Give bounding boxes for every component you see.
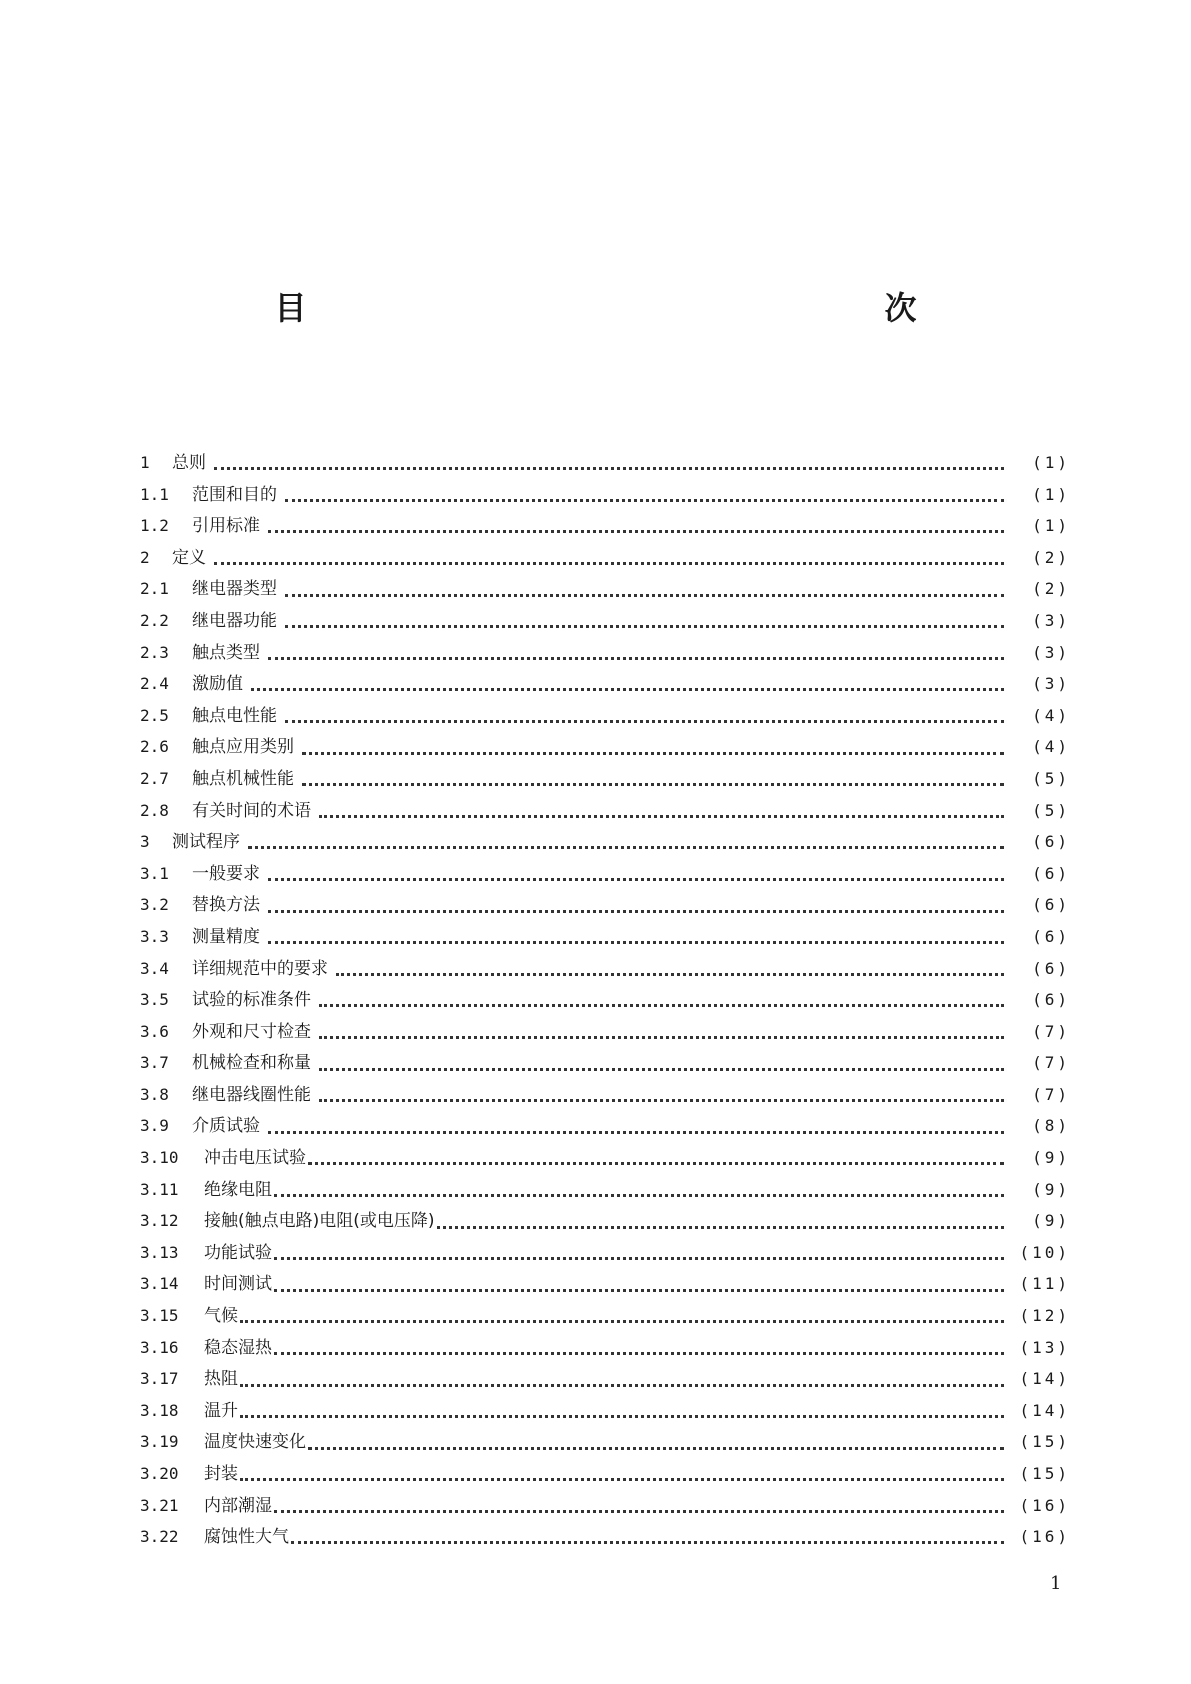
page-number: 1 (1050, 1573, 1062, 1594)
dot-leader (274, 1502, 1004, 1513)
toc-entry-page: (16) (1019, 1495, 1070, 1515)
toc-entry-number: 2.7 (140, 768, 169, 788)
toc-entry-number: 2.4 (140, 674, 169, 694)
toc-entry[interactable] (140, 573, 1070, 605)
toc-entry[interactable] (140, 984, 1070, 1016)
toc-entry-number: 3.17 (140, 1369, 179, 1389)
dot-leader (308, 1439, 1004, 1450)
toc-entry-page: (2) (1032, 547, 1070, 567)
toc-entry-number: 2.3 (140, 642, 169, 662)
toc-entry-page: (10) (1019, 1242, 1070, 1262)
toc-entry-page: (15) (1019, 1464, 1070, 1483)
toc-entry[interactable] (140, 447, 1070, 479)
toc-entry[interactable] (140, 1395, 1070, 1427)
toc-entry-label: 绝缘电阻 (204, 1179, 272, 1200)
dot-leader (302, 775, 1004, 786)
toc-entry-label: 一般要求 (192, 863, 260, 884)
dot-leader (319, 996, 1004, 1007)
toc-entry[interactable] (140, 1300, 1070, 1332)
toc-entry-label: 继电器线圈性能 (192, 1084, 311, 1105)
toc-entry[interactable] (140, 889, 1070, 921)
dot-leader (268, 933, 1004, 944)
toc-entry[interactable] (140, 542, 1070, 574)
toc-entry-page: (12) (1019, 1306, 1070, 1326)
toc-entry-label: 引用标准 (192, 516, 260, 537)
toc-entry-page: (11) (1019, 1274, 1070, 1294)
toc-entry-number: 3.15 (140, 1306, 179, 1326)
toc-entry-number: 3.4 (140, 958, 169, 978)
toc-entry-label: 温度快速变化 (204, 1432, 306, 1453)
dot-leader (285, 586, 1004, 597)
dot-leader (285, 617, 1004, 628)
toc-entry[interactable] (140, 763, 1070, 795)
table-of-contents (140, 447, 1070, 1553)
dot-leader (319, 1091, 1004, 1102)
dot-leader (285, 491, 1004, 502)
toc-entry-number: 3.18 (140, 1400, 179, 1420)
toc-entry-page: (8) (1032, 1116, 1070, 1136)
toc-entry-label: 腐蚀性大气 (204, 1527, 289, 1548)
toc-entry-page: (4) (1032, 737, 1070, 757)
toc-entry-number: 1.2 (140, 516, 169, 536)
toc-entry-label: 定义 (172, 547, 206, 568)
toc-entry-label: 热阻 (204, 1369, 238, 1390)
toc-entry-label: 气候 (204, 1306, 238, 1327)
toc-entry-label: 触点应用类别 (192, 737, 294, 758)
toc-entry-label: 触点电性能 (192, 705, 277, 726)
toc-entry-page: (3) (1032, 610, 1070, 630)
dot-leader (214, 554, 1004, 565)
dot-leader (319, 807, 1004, 818)
toc-entry-number: 3.6 (140, 1021, 169, 1041)
toc-entry[interactable] (140, 921, 1070, 953)
toc-entry[interactable] (140, 953, 1070, 985)
toc-entry-number: 3.19 (140, 1432, 179, 1452)
toc-entry-page: (6) (1032, 958, 1070, 978)
toc-entry-number: 3.11 (140, 1179, 179, 1199)
dot-leader (274, 1249, 1004, 1260)
toc-entry-number: 2.2 (140, 610, 169, 630)
dot-leader (308, 1154, 1004, 1165)
toc-entry-number: 2.5 (140, 705, 169, 725)
toc-entry-label: 详细规范中的要求 (192, 958, 328, 979)
toc-entry-label: 试验的标准条件 (192, 990, 311, 1011)
toc-entry-label: 冲击电压试验 (204, 1148, 306, 1169)
toc-entry-page: (16) (1019, 1527, 1070, 1547)
toc-entry-page: (1) (1032, 484, 1070, 504)
toc-entry-number: 2 (140, 547, 150, 567)
toc-entry-label: 继电器功能 (192, 610, 277, 631)
toc-entry-label: 温升 (204, 1400, 238, 1421)
toc-entry-number: 3.22 (140, 1527, 179, 1547)
dot-leader (251, 680, 1004, 691)
toc-entry[interactable] (140, 510, 1070, 542)
toc-entry-page: (4) (1032, 705, 1070, 725)
toc-entry[interactable] (140, 795, 1070, 827)
dot-leader (268, 870, 1004, 881)
dot-leader (274, 1344, 1004, 1355)
dot-leader (248, 838, 1004, 849)
toc-entry-page: (15) (1019, 1432, 1070, 1452)
dot-leader (240, 1312, 1004, 1323)
toc-entry[interactable] (140, 858, 1070, 890)
dot-leader (214, 459, 1004, 470)
dot-leader (268, 522, 1004, 533)
toc-entry-label: 机械检查和称量 (192, 1053, 311, 1074)
toc-entry-page: (2) (1032, 579, 1070, 599)
toc-entry-number: 3 (140, 832, 150, 852)
toc-entry[interactable] (140, 668, 1070, 700)
toc-entry[interactable] (140, 1237, 1070, 1269)
toc-entry-page: (6) (1032, 863, 1070, 883)
toc-entry[interactable] (140, 1458, 1070, 1490)
toc-entry-page: (13) (1019, 1337, 1070, 1357)
toc-entry[interactable] (140, 1079, 1070, 1111)
dot-leader (268, 1123, 1004, 1134)
toc-entry-label: 激励值 (192, 674, 243, 695)
dot-leader (319, 1028, 1004, 1039)
toc-entry-page: (6) (1032, 990, 1070, 1010)
dot-leader (268, 649, 1004, 660)
toc-entry-page: (6) (1032, 895, 1070, 915)
toc-entry-number: 3.8 (140, 1084, 169, 1104)
toc-entry-label: 封装 (204, 1464, 238, 1484)
toc-entry[interactable] (140, 1521, 1070, 1553)
dot-leader (319, 1060, 1004, 1071)
toc-entry-label: 介质试验 (192, 1116, 260, 1137)
toc-entry-number: 3.1 (140, 863, 169, 883)
toc-entry[interactable] (140, 700, 1070, 732)
toc-entry-number: 3.9 (140, 1116, 169, 1136)
toc-entry-page: (6) (1032, 832, 1070, 852)
toc-entry-page: (6) (1032, 926, 1070, 946)
toc-entry[interactable] (140, 731, 1070, 763)
dot-leader (240, 1407, 1004, 1418)
toc-entry-label: 总则 (172, 453, 206, 473)
toc-entry-number: 3.16 (140, 1337, 179, 1357)
toc-entry-page: (5) (1032, 800, 1070, 820)
toc-entry-number: 1 (140, 453, 150, 472)
toc-entry[interactable] (140, 1363, 1070, 1395)
dot-leader (291, 1533, 1004, 1544)
toc-entry[interactable] (140, 637, 1070, 669)
toc-entry-page: (3) (1032, 674, 1070, 694)
toc-entry-page: (7) (1032, 1021, 1070, 1041)
toc-entry-label: 功能试验 (204, 1242, 272, 1263)
toc-entry-number: 3.7 (140, 1053, 169, 1073)
toc-entry-number: 3.20 (140, 1464, 179, 1483)
toc-entry-label: 测试程序 (172, 832, 240, 853)
toc-entry-number: 3.21 (140, 1495, 179, 1515)
toc-entry[interactable] (140, 1174, 1070, 1206)
dot-leader (437, 1218, 1004, 1229)
toc-entry-label: 触点机械性能 (192, 768, 294, 789)
toc-entry[interactable] (140, 1205, 1070, 1237)
toc-entry[interactable] (140, 1332, 1070, 1364)
toc-entry[interactable] (140, 1268, 1070, 1300)
toc-entry[interactable] (140, 1016, 1070, 1048)
toc-entry-label: 触点类型 (192, 642, 260, 663)
toc-entry[interactable] (140, 1142, 1070, 1174)
page-title: 目 次 (274, 289, 1007, 327)
toc-entry-page: (9) (1032, 1211, 1070, 1231)
toc-entry-page: (9) (1032, 1148, 1070, 1168)
toc-entry-label: 替换方法 (192, 895, 260, 916)
toc-entry[interactable] (140, 1426, 1070, 1458)
dot-leader (336, 965, 1004, 976)
toc-entry-label: 时间测试 (204, 1274, 272, 1295)
toc-entry-label: 测量精度 (192, 926, 260, 947)
dot-leader (240, 1376, 1004, 1387)
toc-entry-page: (7) (1032, 1084, 1070, 1104)
toc-entry-label: 有关时间的术语 (192, 800, 311, 821)
toc-entry-number: 2.8 (140, 800, 169, 820)
toc-entry-number: 3.10 (140, 1148, 179, 1168)
toc-entry-number: 2.6 (140, 737, 169, 757)
dot-leader (268, 902, 1004, 913)
toc-entry-number: 1.1 (140, 484, 169, 504)
toc-entry-page: (5) (1032, 768, 1070, 788)
toc-entry[interactable] (140, 1047, 1070, 1079)
toc-entry-page: (3) (1032, 642, 1070, 662)
toc-entry-page: (9) (1032, 1179, 1070, 1199)
toc-entry[interactable] (140, 479, 1070, 511)
toc-entry-label: 接触(触点电路)电阻(或电压降) (204, 1211, 435, 1232)
toc-entry-number: 3.12 (140, 1211, 179, 1231)
toc-entry-number: 3.5 (140, 990, 169, 1010)
dot-leader (302, 744, 1004, 755)
toc-entry-label: 内部潮湿 (204, 1495, 272, 1516)
dot-leader (285, 712, 1004, 723)
toc-entry-page: (1) (1032, 453, 1070, 472)
toc-entry-page: (14) (1019, 1369, 1070, 1389)
toc-entry[interactable] (140, 826, 1070, 858)
toc-entry-page: (1) (1032, 516, 1070, 536)
toc-entry-page: (7) (1032, 1053, 1070, 1073)
toc-entry-number: 3.13 (140, 1242, 179, 1262)
toc-entry[interactable] (140, 1490, 1070, 1522)
toc-entry-label: 外观和尺寸检查 (192, 1021, 311, 1042)
toc-entry-number: 3.2 (140, 895, 169, 915)
toc-entry[interactable] (140, 1110, 1070, 1142)
toc-entry-page: (14) (1019, 1400, 1070, 1420)
toc-entry-label: 稳态湿热 (204, 1337, 272, 1358)
toc-entry-number: 2.1 (140, 579, 169, 599)
toc-entry[interactable] (140, 605, 1070, 637)
toc-entry-number: 3.3 (140, 926, 169, 946)
dot-leader (240, 1470, 1004, 1481)
toc-entry-number: 3.14 (140, 1274, 179, 1294)
toc-entry-label: 范围和目的 (192, 484, 277, 505)
dot-leader (274, 1186, 1004, 1197)
toc-entry-label: 继电器类型 (192, 579, 277, 600)
dot-leader (274, 1281, 1004, 1292)
